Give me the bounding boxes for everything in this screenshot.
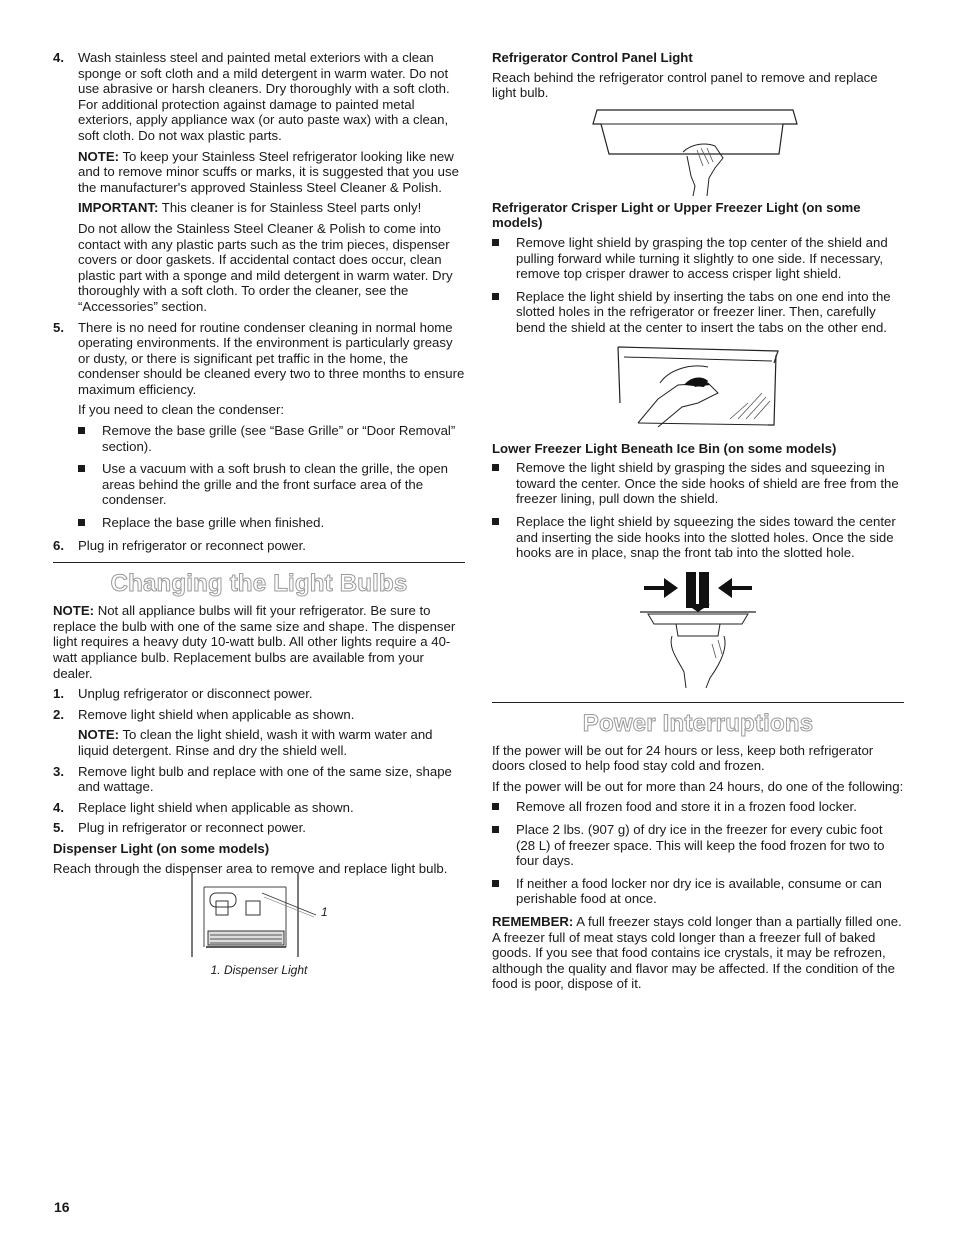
important-note [53, 200, 465, 216]
list-item-text: Remove light shield by grasping the top center of the shield and pulling forward while turning it slightly to one side. If necessary, remove top crisper drawer to access crisper light shield. [516, 234, 888, 282]
page-number: 16 [54, 1199, 70, 1215]
power-paragraph-2: If the power will be out for more than 24 hours, do one of the following: [492, 778, 904, 794]
note-stainless [53, 149, 465, 196]
section-divider [53, 562, 465, 563]
list-item-text: Replace the light shield by squeezing the sides toward the center and inserting the side hooks into the slotted holes. Once the side hooks are in place, snap the front tab into the slotted hole. [516, 513, 896, 561]
list-item [492, 235, 904, 282]
list-item [492, 822, 904, 869]
remember-label: REMEMBER: [492, 914, 574, 930]
cleaning-step-6 [53, 538, 465, 554]
step-number: 5. [53, 319, 64, 335]
lower-freezer-shield-illustration [638, 568, 758, 690]
note-label: NOTE: [78, 148, 120, 164]
left-column [53, 50, 465, 979]
step-number: 4. [53, 799, 64, 815]
list-item-text: If neither a food locker nor dry ice is available, consume or can perishable food at once. [516, 875, 882, 907]
list-item-text: Replace the light shield by inserting the tabs on one end into the slotted holes in the refrigerator or freezer liner. Then, carefully bend the shield at the center to insert the tabs on the other end. [516, 288, 891, 335]
step-text: Replace light shield when applicable as shown. [78, 799, 354, 815]
section-title-power-interruptions: Power Interruptions [582, 709, 814, 737]
remember-text: A full freezer stays cold longer than a partially filled one. A freezer full of meat stays cold longer than a freezer full of baked goods. If you see that food contains ice crystals, it may be refrozen, although the quality and flavor may be affected. If the condition of the food is poor, dispose of it. [492, 914, 902, 992]
bulb-step-1 [53, 686, 465, 702]
list-item-text: Replace the base grille when finished. [102, 515, 325, 531]
dispenser-illustration [186, 871, 336, 959]
cleaning-step-4 [53, 50, 465, 144]
bulb-step-3 [53, 764, 465, 795]
list-item [78, 423, 465, 454]
list-item [492, 514, 904, 561]
list-item-text: Use a vacuum with a soft brush to clean the grille, the open areas behind the grille and the front surface area of the condenser. [102, 461, 448, 508]
list-item [492, 460, 904, 507]
list-item-text: Remove the base grille (see “Base Grille” or “Door Removal” section). [102, 423, 456, 454]
list-item-text: Remove the light shield by grasping the sides and squeezing in toward the center. Once the side hooks of shield are free from the freezer lining, pull down the shield. [516, 460, 899, 507]
note-text: To clean the light shield, wash it with warm water and liquid detergent. Rinse and dry the shield well. [78, 727, 433, 758]
step-text: Plug in refrigerator or reconnect power. [78, 537, 306, 553]
step-text: Plug in refrigerator or reconnect power. [78, 820, 306, 836]
note-text: Not all appliance bulbs will fit your refrigerator. Be sure to replace the bulb with one of the same size and shape. The dispenser light requires a heavy duty 10-watt bulb. All other lights require a 40-watt appliance bulb. Replacement bulbs are available from your dealer. [53, 603, 456, 681]
power-paragraph-1: If the power will be out for 24 hours or less, keep both refrigerator doors closed to help food stay cold and frozen. [492, 742, 874, 774]
step-number: 5. [53, 820, 64, 836]
list-item-text: Remove all frozen food and store it in a frozen food locker. [516, 799, 857, 815]
bullet-icon [492, 518, 499, 525]
note-clean-shield [53, 727, 465, 758]
remember-note [492, 914, 904, 992]
lower-freezer-light-heading: Lower Freezer Light Beneath Ice Bin (on some models) [492, 440, 837, 456]
bullet-icon [492, 464, 499, 471]
step-text: There is no need for routine condenser cleaning in normal home operating environments. If the environment is particularly greasy or dusty, or there is significant pet traffic in the home, the condenser should be cleaned every two to three months to ensure maximum efficiency. [78, 319, 465, 397]
note-label: NOTE: [53, 603, 95, 619]
step-number: 4. [53, 50, 64, 65]
bulb-step-4 [53, 800, 465, 816]
step-text: Remove light shield when applicable as shown. [78, 706, 355, 722]
bullet-icon [78, 427, 85, 434]
crisper-light-heading: Refrigerator Crisper Light or Upper Freezer Light (on some models) [492, 199, 861, 231]
step-text: Remove light bulb and replace with one of the same size, shape and wattage. [78, 763, 452, 795]
condenser-bullet-list [78, 423, 465, 531]
section-divider [492, 702, 904, 703]
dispenser-light-text: Reach through the dispenser area to remove and replace light bulb. [53, 860, 448, 876]
dispenser-caption: 1. Dispenser Light [210, 963, 308, 978]
step-text: Wash stainless steel and painted metal exteriors with a clean sponge or soft cloth and a mild detergent in warm water. Do not use abrasive or harsh cleaners. Dry thoroughly with a soft cloth. For additional protection against damage to painted metal exteriors, apply appliance wax (or auto paste wax) with a clean, soft cloth. Do not wax plastic parts. [78, 50, 450, 143]
bulb-step-2 [53, 707, 465, 723]
bullet-icon [492, 826, 499, 833]
power-bullet-list [492, 799, 904, 907]
note-bulbs [53, 603, 465, 681]
crisper-shield-illustration [598, 343, 798, 439]
right-column [492, 50, 904, 997]
bullet-icon [78, 519, 85, 526]
list-item [492, 876, 904, 907]
bullet-icon [492, 239, 499, 246]
list-item-text: Place 2 lbs. (907 g) of dry ice in the freezer for every cubic foot (28 L) of freezer space. This will keep the food frozen for two to four days. [516, 822, 885, 869]
bulb-step-5 [53, 820, 465, 836]
bullet-icon [492, 293, 499, 300]
dispenser-callout-number: 1 [321, 905, 328, 920]
dispenser-light-figure [53, 871, 465, 979]
important-label: IMPORTANT: [78, 200, 159, 216]
list-item [492, 289, 904, 336]
step-text: Unplug refrigerator or disconnect power. [78, 686, 313, 702]
list-item [78, 461, 465, 508]
note-label: NOTE: [78, 727, 120, 743]
step-number: 3. [53, 763, 64, 779]
list-item [492, 799, 904, 815]
list-item [78, 515, 465, 531]
crisper-bullet-list [492, 235, 904, 336]
note-text: To keep your Stainless Steel refrigerator looking like new and to remove minor scuffs or marks, it is suggested that you use the manufacturer's approved Stainless Steel Cleaner & Polish. [78, 148, 459, 195]
important-text: This cleaner is for Stainless Steel parts only! [158, 200, 422, 216]
step-number: 1. [53, 686, 64, 702]
lower-freezer-bullet-list [492, 460, 904, 561]
plastic-warning: Do not allow the Stainless Steel Cleaner & Polish to come into contact with any plastic parts such as the trim pieces, dispenser covers or door gaskets. If accidental contact does occur, clean plastic part with a sponge and mild detergent in warm water. Dry thoroughly with a soft cloth. To order the cleaner, see the “Accessories” section. [78, 220, 453, 314]
bullet-icon [492, 880, 499, 887]
bullet-icon [78, 465, 85, 472]
cleaning-step-5 [53, 320, 465, 398]
control-panel-light-heading: Refrigerator Control Panel Light [492, 50, 693, 65]
control-panel-light-text: Reach behind the refrigerator control panel to remove and replace light bulb. [492, 69, 878, 101]
dispenser-light-heading: Dispenser Light (on some models) [53, 840, 270, 856]
section-title-light-bulbs: Changing the Light Bulbs [110, 570, 408, 598]
step-number: 2. [53, 706, 64, 722]
bullet-icon [492, 803, 499, 810]
step-number: 6. [53, 537, 64, 553]
condenser-intro: If you need to clean the condenser: [78, 402, 285, 418]
control-panel-illustration [583, 106, 813, 198]
